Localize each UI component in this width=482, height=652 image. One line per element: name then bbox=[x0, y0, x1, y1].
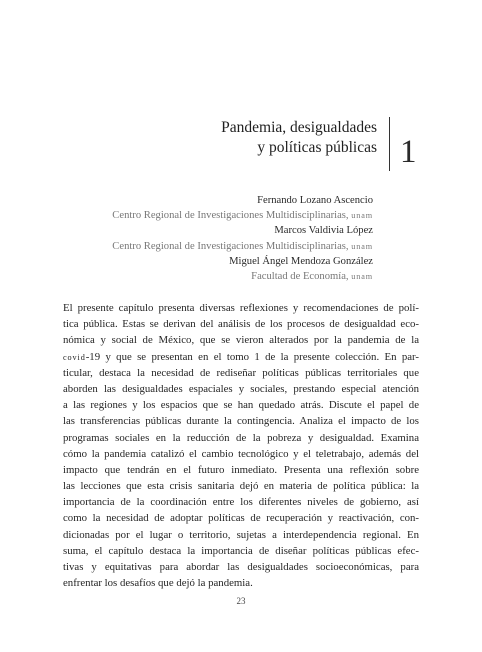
author-affiliation bbox=[112, 239, 373, 254]
institution-abbrev: unam bbox=[351, 211, 373, 221]
abstract-line: tica pública. Estas se derivan del análisis de los procesos de desigualdad eco- bbox=[63, 318, 419, 331]
author-affiliation bbox=[112, 269, 373, 284]
abstract-line: El presente capítulo presenta diversas reflexiones y recomendaciones de polí- bbox=[63, 302, 419, 314]
abstract-line: dicionadas por el lugar o territorio, sujetas a interdependencia regional. En bbox=[63, 528, 419, 541]
abstract-line: cómo la pandemia catalizó el cambio tecnológico y el teletrabajo, además del bbox=[63, 447, 419, 460]
abstract-line: impacto que tendrán en el futuro inmediato. Presenta una reflexión sobre bbox=[63, 463, 419, 476]
author-name: Fernando Lozano Ascencio bbox=[257, 195, 373, 206]
author-name: Marcos Valdivia López bbox=[274, 225, 373, 237]
chapter-number: 1 bbox=[400, 134, 417, 170]
abstract-line: tivas y equitativas para abordar las desigualdades socioeconómicas, para bbox=[63, 561, 419, 573]
abstract-line: importancia de la coordinación entre los diferentes niveles de gobierno, así bbox=[63, 496, 419, 509]
affiliation-text: Centro Regional de Investigaciones Multidisciplinarias, bbox=[112, 240, 349, 252]
affiliation-text: Centro Regional de Investigaciones Multidisciplinarias, bbox=[112, 210, 349, 222]
chapter-title bbox=[221, 118, 377, 158]
affiliation-text: Facultad de Economía, bbox=[251, 271, 349, 283]
author-affiliation bbox=[112, 208, 373, 223]
abstract-line: suma, el capítulo destaca la importancia de diseñar políticas públicas efec- bbox=[63, 544, 419, 557]
abstract-paragraph bbox=[63, 300, 419, 591]
abstract-line: las transferencias públicas durante la contingencia. Analiza el impacto de los bbox=[63, 415, 419, 428]
abstract-line: las lecciones que esta crisis sanitaria dejó en materia de política pública: la bbox=[63, 480, 419, 493]
abstract-line: enfrentar los desafíos que dejó la pandemia. bbox=[63, 577, 253, 590]
abstract-line: ticular, destaca la necesidad de rediseñar políticas públicas territoriales que bbox=[63, 366, 419, 379]
page-number: 23 bbox=[236, 596, 246, 606]
abstract-line: como la necesidad de adoptar políticas de recuperación y reactivación, con- bbox=[63, 512, 419, 525]
abstract-line: covid-19 y que se presentan en el tomo 1 de la presente colección. En par- bbox=[63, 350, 419, 363]
abstract-line: a las regiones y los espacios que se han quedado atrás. Discute el papel de bbox=[63, 399, 419, 412]
chapter-title-line-2: y políticas públicas bbox=[257, 139, 377, 156]
small-caps-term: covid bbox=[63, 352, 86, 362]
chapter-divider-rule bbox=[389, 117, 390, 171]
author-name: Miguel Ángel Mendoza González bbox=[229, 255, 373, 267]
chapter-title-line-1: Pandemia, desigualdades bbox=[221, 119, 377, 136]
author-list bbox=[112, 193, 373, 284]
abstract-line: nómica y social de México, que se vieron alterados por la pandemia de la bbox=[63, 334, 419, 347]
institution-abbrev: unam bbox=[351, 241, 373, 251]
abstract-line: aborden las desigualdades espaciales y sociales, prestando especial atención bbox=[63, 382, 419, 395]
institution-abbrev: unam bbox=[351, 272, 373, 282]
abstract-line: programas sociales en la reducción de la pobreza y desigualdad. Examina bbox=[63, 431, 419, 444]
